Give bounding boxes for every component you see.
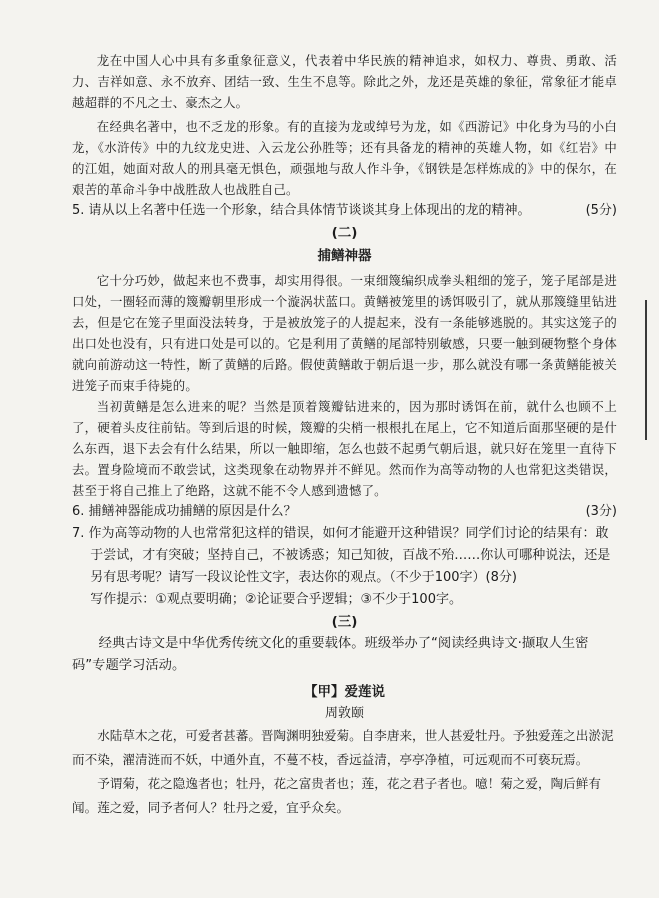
eel-trap-paragraph-1: 它十分巧妙，做起来也不费事，却实用得很。一束细篾编织成拳头粗细的笼子，笼子尾部是进口处，一圈轻而薄的篾瓣朝里形成一个漩涡状蓝口。黄鳝被笼里的诱饵吸引了，就从那篾缝里钻进去，但是它在笼子里面没法转身，于是被放笼子的人提起来，没有一条能够逃脱的。其实这笼子的出口处也没有，只有进口处是可以的。它是利用了黄鳝的尾部特别敏感，只要一触到硬物整个身体就向前游动这一特性，断了黄鳝的后路。假使黄鳝敢于朝后退一步，那么就没有哪一条黄鳝能被关进笼子而束手待毙的。 (72, 273, 617, 393)
question-7-text: 7. 作为高等动物的人也常常犯这样的错误，如何才能避开这种错误？同学们讨论的结果有：敢于尝试，才有突破；坚持自己，不被诱惑；知己知彼，百战不殆……你认可哪种说法，还是另有思考呢？请写一段议论性文字，表达你的观点。（不少于100字）(8分) (72, 526, 611, 585)
section-2-title: 捕鳝神器 (317, 248, 372, 264)
question-5-score: (5分) (585, 203, 617, 218)
question-5 (72, 200, 617, 222)
dragon-intro-paragraph: 龙在中国人心中具有多重象征意义，代表着中华民族的精神追求，如权力、尊贵、勇敢、活力、吉祥如意、永不放弃、团结一致、生生不息等。除此之外，龙还是英雄的象征，常象征才能卓越超群的不凡之士、豪杰之人。 (72, 53, 617, 110)
question-7-writing-tips: 写作提示：①观点要明确；②论证要合乎逻辑；③不少于100字。 (90, 592, 462, 607)
section-2-label: (二) (331, 225, 358, 241)
question-5-text: 5. 请从以上名著中任选一个形象，结合具体情节谈谈其身上体现出的龙的精神。 (72, 203, 531, 218)
poem-paragraph-2: 予谓菊，花之隐逸者也；牡丹，花之富贵者也；莲，花之君子者也。噫！菊之爱，陶后鲜有闻。莲之爱，同予者何人？牡丹之爱，宜乎众矣。 (72, 776, 601, 815)
eel-trap-paragraph-2: 当初黄鳝是怎么进来的呢？当然是顶着篾瓣钻进来的，因为那时诱饵在前，就什么也顾不上了，硬着头皮往前钻。等到后退的时候，篾瓣的尖梢一根根扎在尾上，它不知道后面那坚硬的是什么东西，退下去会有什么结果，所以一触即缩，怎么也鼓不起勇气朝后退，就只好在笼里一直待下去。置身险境而不敢尝试，这类现象在动物界并不鲜见。然而作为高等动物的人也常犯这类错误，甚至于将自己推上了绝路，这就不能不令人感到遗憾了。 (72, 399, 617, 498)
section-3-intro: 经典古诗文是中华优秀传统文化的重要载体。班级举办了“阅读经典诗文·撷取人生密码”专题学习活动。 (72, 636, 589, 673)
question-6-text: 6. 捕鳝神器能成功捕鳝的原因是什么？ (72, 504, 297, 519)
page-edge-bar (645, 300, 647, 440)
poem-paragraph-1: 水陆草木之花，可爱者甚蕃。晋陶渊明独爱菊。自李唐来，世人甚爱牡丹。予独爱莲之出淤泥而不染，濯清涟而不妖，中通外直，不蔓不枝，香远益清，亭亭净植，可远观而不可亵玩焉。 (72, 728, 614, 767)
question-6 (72, 501, 617, 523)
poem-title: 【甲】爱莲说 (304, 684, 385, 700)
section-3-label: (三) (331, 614, 358, 630)
poem-author: 周敦颐 (324, 706, 364, 721)
dragon-novels-paragraph: 在经典名著中，也不乏龙的形象。有的直接为龙或绰号为龙，如《西游记》中化身为马的小白龙，《水浒传》中的九纹龙史进、入云龙公孙胜等；还有具备龙的精神的英雄人物，如《红岩》中的江姐，她面对敌人的刑具毫无惧色，顽强地与敌人作斗争，《钢铁是怎样炼成的》中的保尔，在艰苦的革命斗争中战胜敌人也战胜自己。 (72, 119, 617, 197)
question-6-score: (3分) (585, 504, 617, 519)
